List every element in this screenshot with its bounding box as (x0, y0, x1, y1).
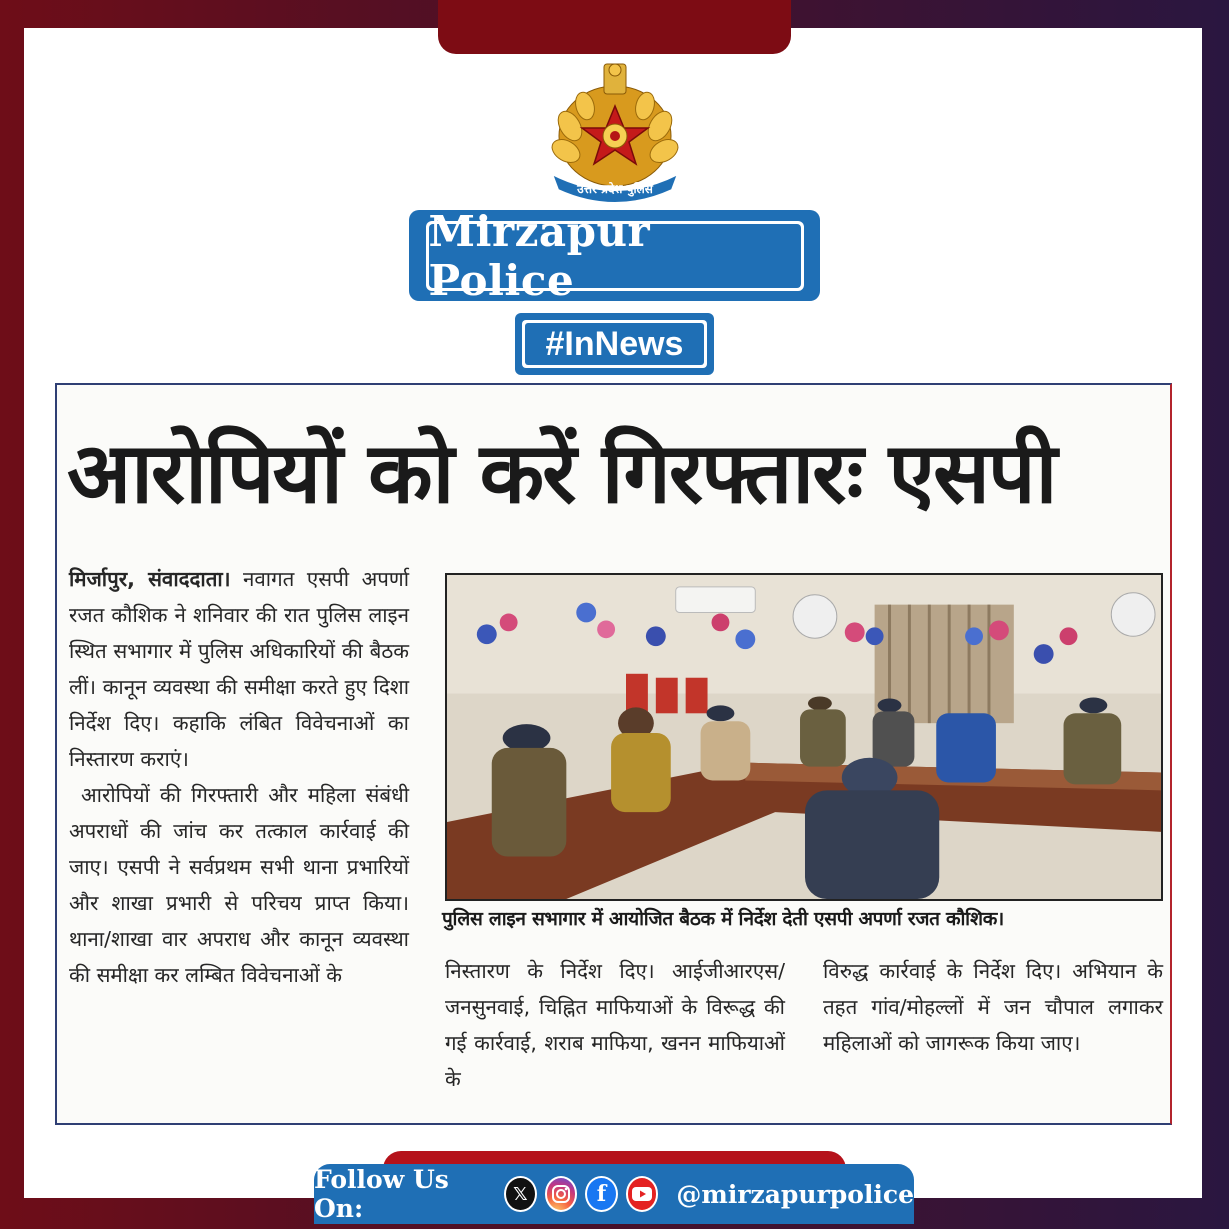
article-col1-para1: नवागत एसपी अपर्णा रजत कौशिक ने शनिवार की रात पुलिस लाइन स्थित सभागार में पुलिस अधिकारियों की बैठक लीं। कानून व्यवस्था की समीक्षा करते हुए दिशा निर्देश दिए। कहाकि लंबित विवेचनाओं का निस्तारण कराएं। (69, 567, 410, 771)
up-police-emblem-icon (540, 56, 690, 206)
hashtag-box (515, 313, 714, 375)
photo-caption: पुलिस लाइन सभागार में आयोजित बैठक में निर्देश देती एसपी अपर्णा रजत कौशिक। (442, 908, 1004, 930)
instagram-icon[interactable] (545, 1176, 578, 1212)
hashtag-inner (522, 320, 707, 368)
emblem-ribbon-text: उत्तर प्रदेश पुलिस (577, 182, 653, 196)
x-icon[interactable]: 𝕏 (504, 1176, 537, 1212)
article-dateline: मिर्जापुर, संवाददाता। (69, 567, 231, 591)
article-col1-para2: आरोपियों की गिरफ्तारी और महिला संबंधी अपराधों की जांच कर तत्काल कार्रवाई की जाए। एसपी ने सर्वप्रथम सभी थाना प्रभारियों और शाखा प्रभारी से परिचय प्राप्त किया। थाना/शाखा वार अपराध और कानून व्यवस्था की समीक्षा कर लम्बित विवेचनाओं के (69, 783, 409, 987)
youtube-icon[interactable] (626, 1176, 659, 1212)
brand-title-box (409, 206, 820, 305)
follow-label: Follow Us On: (314, 1165, 449, 1223)
article-column-1 (69, 561, 409, 993)
social-footer (314, 1164, 914, 1224)
brand-title: Mirzapur Police (429, 224, 801, 288)
social-handle[interactable]: @mirzapurpolice (676, 1179, 915, 1209)
top-decoration-tab (438, 0, 791, 54)
hashtag-label: #InNews (525, 323, 704, 365)
meeting-photo (445, 573, 1163, 901)
article-headline: आरोपियों को करें गिरफ्तारः एसपी (67, 424, 1056, 522)
article-column-2: निस्तारण के निर्देश दिए। आईजीआरएस/जनसुनवाई, चिह्नित माफियाओं के विरूद्ध की गई कार्रवाई, शराब माफिया, खनन माफियाओं के (445, 959, 785, 1091)
facebook-icon[interactable]: f (585, 1176, 618, 1212)
brand-title-inner (426, 206, 804, 305)
article-column-3: विरुद्ध कार्रवाई के निर्देश दिए। अभियान के तहत गांव/मोहल्लों में जन चौपाल लगाकर महिलाओं को जागरूक किया जाए। (823, 959, 1163, 1055)
newspaper-clipping (55, 383, 1172, 1125)
